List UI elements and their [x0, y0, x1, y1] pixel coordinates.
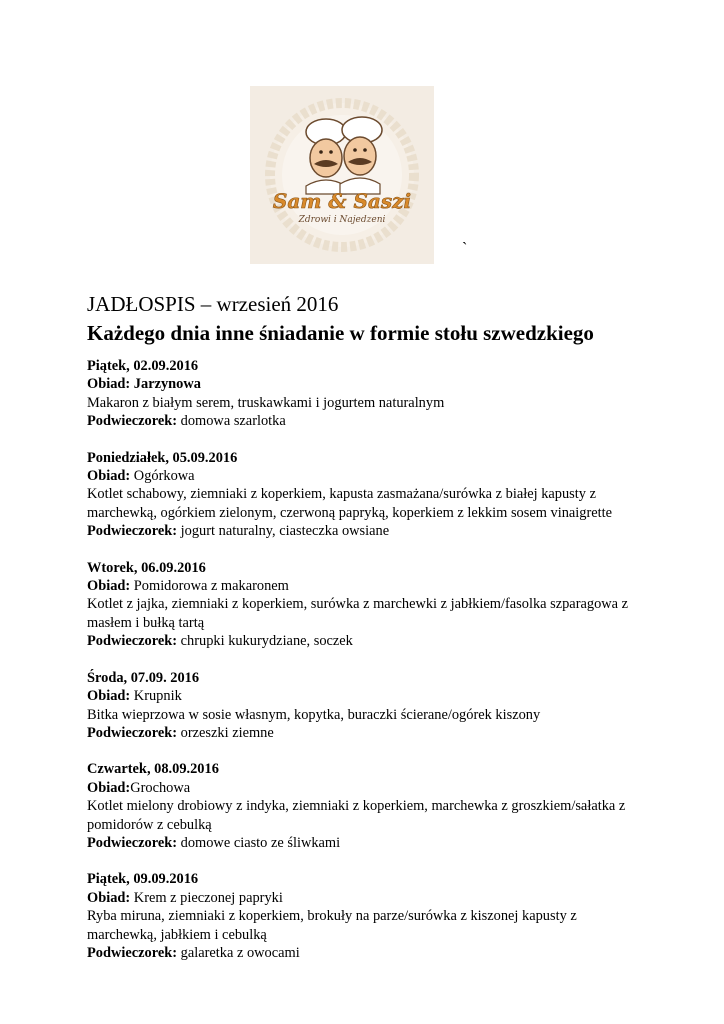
page-title: JADŁOSPIS – wrzesień 2016	[87, 292, 339, 316]
obiad-label: Obiad:	[87, 376, 134, 393]
podwieczorek-label: Podwieczorek:	[87, 724, 181, 741]
podwieczorek-label: Podwieczorek:	[87, 413, 181, 430]
obiad-label: Obiad:	[87, 578, 134, 595]
snack-line	[87, 834, 647, 852]
day-entry	[87, 760, 647, 852]
page-subtitle: Każdego dnia inne śniadanie w formie stołu szwedzkiego	[87, 321, 594, 345]
day-date: Piątek, 09.09.2016	[87, 871, 199, 888]
logo-graphic	[250, 86, 434, 264]
main-dish-cont: pomidorów z cebulką	[87, 816, 212, 833]
day-date: Środa, 07.09. 2016	[87, 669, 200, 686]
soup: Ogórkowa	[133, 468, 195, 485]
main-dish-cont: masłem i bułką tartą	[87, 614, 205, 631]
obiad-line	[87, 467, 647, 485]
day-entry	[87, 669, 647, 743]
day-entry	[87, 449, 647, 541]
day-entry	[87, 559, 647, 651]
logo-brand-text: Sam & Saszi	[272, 189, 412, 213]
document-header	[87, 290, 707, 348]
main-dish: Bitka wieprzowa w sosie własnym, kopytka, buraczki ścierane/ogórek kiszony	[87, 706, 541, 723]
obiad-label: Obiad:	[87, 688, 134, 705]
obiad-line	[87, 375, 647, 393]
obiad-label: Obiad:	[87, 468, 134, 485]
day-date: Piątek, 02.09.2016	[87, 358, 199, 374]
day-date: Czwartek, 08.09.2016	[87, 761, 219, 778]
snack: galaretka z owocami	[180, 944, 300, 961]
day-date: Wtorek, 06.09.2016	[87, 559, 206, 576]
podwieczorek-label: Podwieczorek:	[87, 834, 181, 851]
soup: Krupnik	[133, 688, 182, 705]
obiad-line	[87, 889, 647, 907]
main-dish-cont: marchewką, ogórkiem zielonym, czerwoną papryką, koperkiem z lekkim sosem vinaigrette	[87, 504, 613, 521]
soup: Krem z pieczonej papryki	[133, 889, 283, 906]
main-dish: Ryba miruna, ziemniaki z koperkiem, brokuły na parze/surówka z kiszonej kapusty z	[87, 908, 577, 925]
main-dish: Kotlet schabowy, ziemniaki z koperkiem, kapusta zasmażana/surówka z białej kapusty z	[87, 486, 596, 503]
podwieczorek-label: Podwieczorek:	[87, 633, 181, 650]
day-date: Poniedziałek, 05.09.2016	[87, 449, 238, 466]
logo-tagline: Zdrowi i Najedzeni	[298, 215, 386, 225]
snack-line	[87, 724, 647, 742]
snack: domowe ciasto ze śliwkami	[180, 834, 341, 851]
obiad-line	[87, 779, 647, 797]
obiad-label: Obiad:	[87, 889, 134, 906]
soup: Pomidorowa z makaronem	[133, 578, 289, 595]
main-dish-cont: marchewką, jabłkiem i cebulką	[87, 926, 267, 943]
obiad-line	[87, 687, 647, 705]
snack-line	[87, 522, 647, 540]
podwieczorek-label: Podwieczorek:	[87, 944, 181, 961]
snack: jogurt naturalny, ciasteczka owsiane	[180, 523, 390, 540]
snack-line	[87, 412, 647, 430]
snack: chrupki kukurydziane, soczek	[180, 633, 353, 650]
menu-days	[87, 357, 647, 980]
main-dish: Kotlet z jajka, ziemniaki z koperkiem, surówka z marchewki z jabłkiem/fasolka szparagowa z	[87, 596, 629, 613]
stray-backtick: `	[462, 240, 468, 257]
snack-line	[87, 632, 647, 650]
soup: Jarzynowa	[133, 376, 201, 393]
obiad-line	[87, 577, 647, 595]
podwieczorek-label: Podwieczorek:	[87, 523, 181, 540]
snack: domowa szarlotka	[180, 413, 286, 430]
day-entry	[87, 870, 647, 962]
soup: Grochowa	[130, 779, 191, 796]
day-entry	[87, 357, 647, 431]
main-dish: Makaron z białym serem, truskawkami i jogurtem naturalnym	[87, 394, 445, 411]
company-logo	[250, 86, 434, 264]
obiad-label: Obiad:	[87, 779, 131, 796]
snack: orzeszki ziemne	[180, 724, 274, 741]
snack-line	[87, 944, 647, 962]
main-dish: Kotlet mielony drobiowy z indyka, ziemniaki z koperkiem, marchewka z groszkiem/sałatka z	[87, 798, 626, 815]
